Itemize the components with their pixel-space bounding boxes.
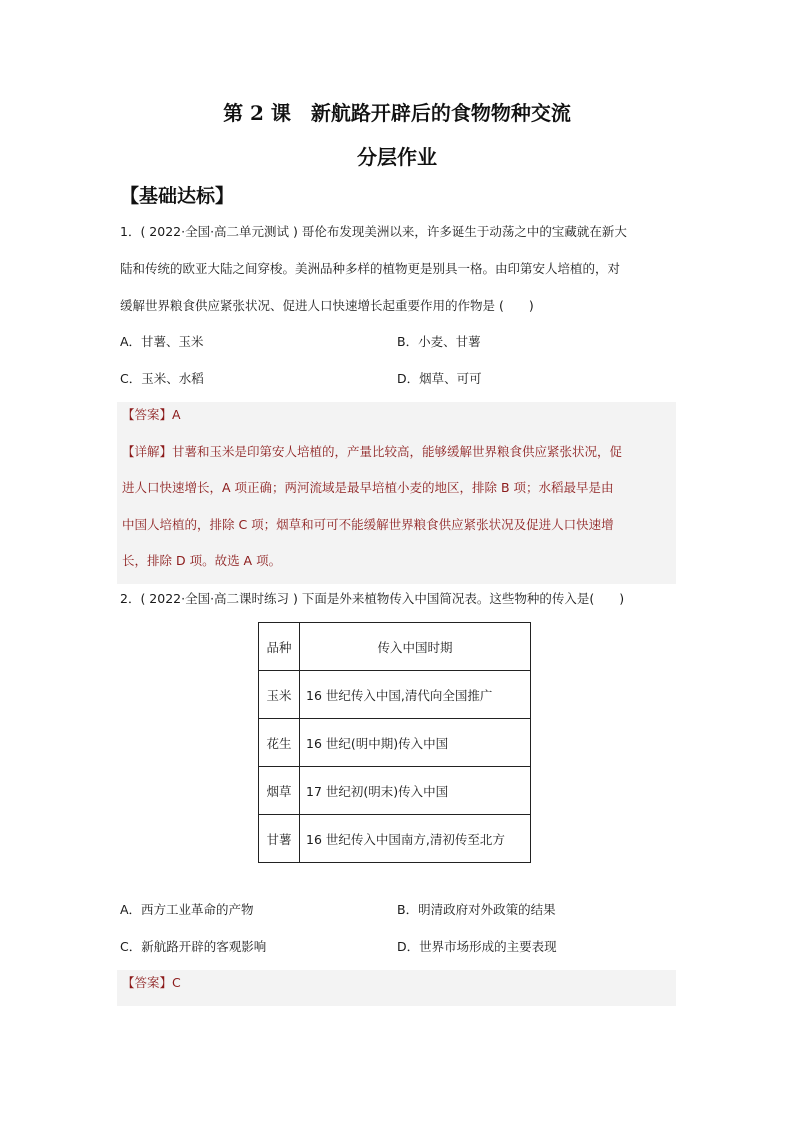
table-cell-period: 16 世纪(明中期)传入中国 (300, 719, 531, 767)
table-row (259, 671, 531, 719)
table-cell-variety: 玉米 (259, 671, 300, 719)
table-header-row (259, 623, 531, 671)
section-heading: 【基础达标】 (120, 185, 235, 207)
table-cell-variety: 花生 (259, 719, 300, 767)
q2-option-b: B．明清政府对外政策的结果 (397, 902, 556, 917)
q1-stem-line-2: 陆和传统的欧亚大陆之间穿梭。美洲品种多样的植物更是别具一格。由印第安人培植的，对 (120, 261, 621, 276)
q1-explain-line-1: 【详解】甘薯和玉米是印第安人培植的，产量比较高，能够缓解世界粮食供应紧张状况，促 (122, 444, 623, 459)
table-row (259, 815, 531, 863)
q1-explain-line-2: 进人口快速增长，A 项正确；两河流域是最早培植小麦的地区，排除 B 项；水稻最早是由 (122, 480, 614, 495)
q2-answer-box (117, 970, 676, 1006)
lesson-title: 第 2 课 新航路开辟后的食物物种交流 (223, 101, 571, 125)
table-cell-variety: 烟草 (259, 767, 300, 815)
lesson-subtitle: 分层作业 (357, 145, 437, 169)
q2-option-c: C．新航路开辟的客观影响 (120, 939, 267, 954)
table-cell-period: 17 世纪初(明末)传入中国 (300, 767, 531, 815)
q1-option-c: C．玉米、水稻 (120, 371, 204, 386)
table-cell-period: 16 世纪传入中国,清代向全国推广 (300, 671, 531, 719)
table-row (259, 719, 531, 767)
q2-option-d: D．世界市场形成的主要表现 (397, 939, 557, 954)
q1-option-d: D．烟草、可可 (397, 371, 482, 386)
table-cell-variety: 甘薯 (259, 815, 300, 863)
q2-option-a: A．西方工业革命的产物 (120, 902, 254, 917)
table-cell-period: 16 世纪传入中国南方,清初传至北方 (300, 815, 531, 863)
q2-answer: 【答案】C (122, 975, 181, 990)
q2-stem: 2．( 2022·全国·高二课时练习 ) 下面是外来植物传入中国简况表。这些物种的传入是( ) (120, 591, 625, 606)
table-row (259, 767, 531, 815)
table-header-period: 传入中国时期 (300, 623, 531, 671)
table-header-variety: 品种 (259, 623, 300, 671)
q1-stem-line-1: 1．( 2022·全国·高二单元测试 ) 哥伦布发现美洲以来，许多诞生于动荡之中的宝藏就在新大 (120, 224, 627, 239)
q1-option-b: B．小麦、甘薯 (397, 334, 481, 349)
q1-explain-line-3: 中国人培植的，排除 C 项；烟草和可可不能缓解世界粮食供应紧张状况及促进人口快速增 (122, 517, 614, 532)
q1-stem-line-3: 缓解世界粮食供应紧张状况、促进人口快速增长起重要作用的作物是 ( ) (120, 298, 534, 313)
q1-answer: 【答案】A (122, 407, 181, 422)
plant-table (258, 622, 531, 863)
q1-explain-line-4: 长，排除 D 项。故选 A 项。 (122, 553, 282, 568)
q1-option-a: A．甘薯、玉米 (120, 334, 204, 349)
